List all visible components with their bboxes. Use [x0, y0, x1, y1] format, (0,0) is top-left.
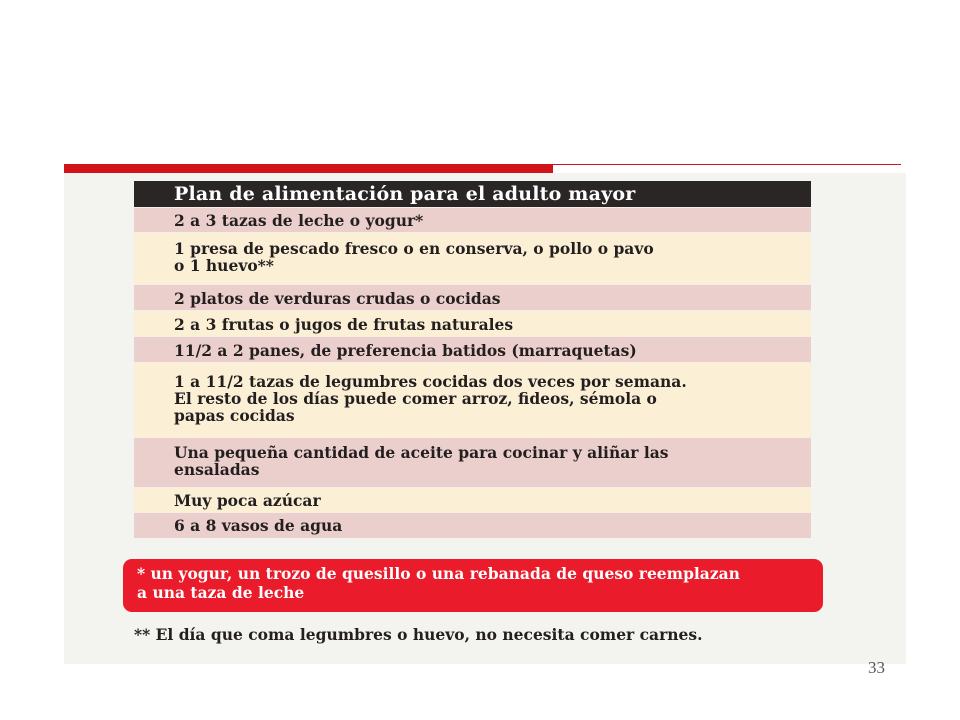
row-text: papas cocidas — [174, 406, 295, 425]
slide-accent-rule — [553, 164, 901, 165]
row-text: 1 a 11/2 tazas de legumbres cocidas dos veces por semana. — [174, 372, 687, 391]
page-number: 33 — [868, 658, 885, 677]
table-row — [134, 512, 811, 538]
table-row — [134, 336, 811, 362]
row-text: 11/2 a 2 panes, de preferencia batidos (marraquetas) — [174, 341, 637, 360]
row-text: 2 a 3 tazas de leche o yogur* — [174, 211, 424, 230]
row-text: o 1 huevo** — [174, 256, 274, 275]
row-text: Muy poca azúcar — [174, 491, 321, 510]
row-text: 1 presa de pescado fresco o en conserva, o pollo o pavo — [174, 239, 654, 258]
row-text: 2 a 3 frutas o jugos de frutas naturales — [174, 315, 514, 334]
table-title: Plan de alimentación para el adulto mayor — [134, 181, 811, 207]
note-text: a una taza de leche — [137, 583, 305, 602]
table-row — [134, 487, 811, 512]
row-text: Una pequeña cantidad de aceite para cocinar y aliñar las — [174, 443, 669, 462]
table-row — [134, 284, 811, 310]
row-text: El resto de los días puede comer arroz, fideos, sémola o — [174, 389, 657, 408]
footnote: ** El día que coma legumbres o huevo, no necesita comer carnes. — [134, 625, 703, 644]
table-row — [134, 232, 811, 284]
table-row — [134, 207, 811, 232]
row-text: ensaladas — [174, 460, 260, 479]
note-text: * un yogur, un trozo de quesillo o una rebanada de queso reemplazan — [137, 564, 740, 583]
table-row — [134, 437, 811, 487]
row-text: 2 platos de verduras crudas o cocidas — [174, 289, 501, 308]
meal-plan-table — [134, 181, 811, 538]
slide-accent-bar — [64, 164, 553, 173]
row-text: 6 a 8 vasos de agua — [174, 516, 343, 535]
table-row — [134, 310, 811, 336]
note-callout — [123, 559, 823, 612]
table-row — [134, 362, 811, 437]
